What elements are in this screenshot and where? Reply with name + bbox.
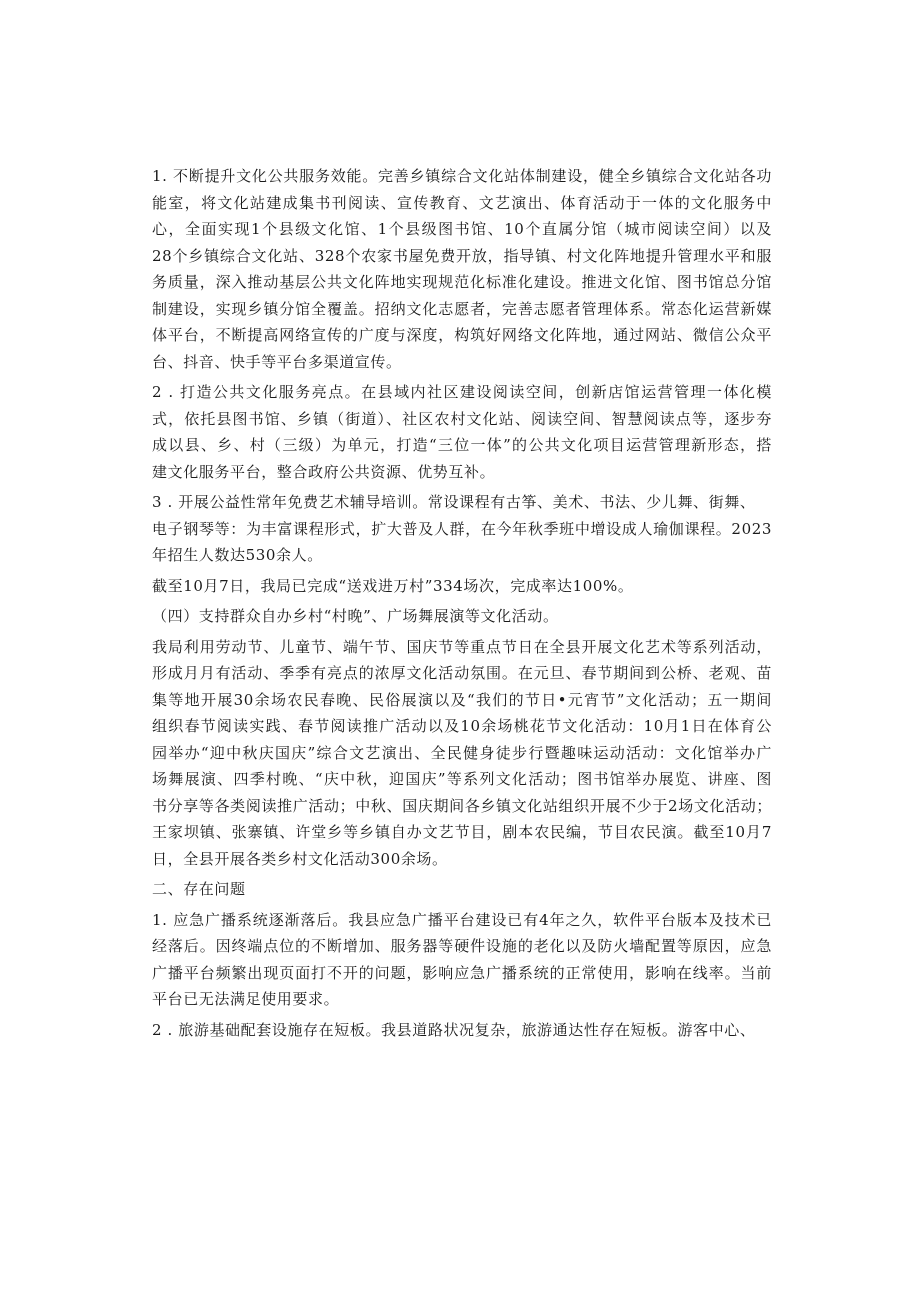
text-line: 场舞展演、四季村晚、“庆中秋，迎国庆”等系列文化活动；图书馆举办展览、讲座、图 — [152, 770, 772, 788]
paragraph-cultural-service-efficiency — [152, 163, 772, 375]
text-line: 3 . 开展公益性常年免费艺术辅导培训。常设课程有古筝、美术、书法、少儿舞、街舞、 — [152, 493, 756, 511]
text-line: 二、存在问题 — [152, 880, 246, 898]
paragraph-festival-activities — [152, 634, 772, 873]
text-line: 成以县、乡、村（三级）为单元，打造“三位一体”的公共文化项目运营管理新形态，搭 — [152, 436, 772, 454]
text-line: （四）支持群众自办乡村“村晚”、广场舞展演等文化活动。 — [152, 607, 559, 625]
text-line: 书分享等各类阅读推广活动；中秋、国庆期间各乡镇文化站组织开展不少于2场文化活动； — [152, 796, 772, 815]
paragraph-service-highlights — [152, 379, 772, 485]
text-line: 组织春节阅读实践、春节阅读推广活动以及10余场桃花节文化活动：10月1日在体育公 — [152, 717, 772, 735]
text-line: 2 . 打造公共文化服务亮点。在县域内社区建设阅读空间，创新店馆运营管理一体化模 — [152, 383, 772, 401]
section-heading-four — [152, 603, 772, 630]
text-line: 王家坝镇、张寨镇、许堂乡等乡镇自办文艺节目，剧本农民编，节目农民演。截至10月7 — [152, 823, 772, 841]
text-line: 体平台，不断提高网络宣传的广度与深度，构筑好网络文化阵地，通过网站、微信公众平 — [152, 326, 772, 344]
paragraph-emergency-broadcast — [152, 907, 772, 1013]
text-line: 形成月月有活动、季季有亮点的浓厚文化活动氛围。在元旦、春节期间到公桥、老观、苗 — [152, 664, 772, 682]
text-line: 年招生人数达530余人。 — [152, 546, 323, 564]
text-line: 建文化服务平台，整合政府公共资源、优势互补。 — [152, 462, 496, 481]
paragraph-tourism-infrastructure — [152, 1017, 772, 1044]
text-line: 日，全县开展各类乡村文化活动300余场。 — [152, 849, 448, 868]
text-line: 务质量，深入推动基层公共文化阵地实现规范化标准化建设。推进文化馆、图书馆总分馆 — [152, 273, 772, 291]
text-line: 集等地开展30余场农民春晚、民俗展演以及“我们的节日•元宵节”文化活动；五一期间 — [152, 690, 772, 709]
text-line: 广播平台频繁出现页面打不开的问题，影响应急广播系统的正常使用，影响在线率。当前 — [152, 963, 772, 982]
text-line: 能室，将文化站建成集书刊阅读、宣传教育、文艺演出、体育活动于一体的文化服务中 — [152, 193, 772, 212]
text-line: 经落后。因终端点位的不断增加、服务器等硬件设施的老化以及防火墙配置等原因，应急 — [152, 937, 772, 955]
text-line: 截至10月7日，我局已完成“送戏进万村”334场次，完成率达100%。 — [152, 576, 634, 595]
text-line: 式，依托县图书馆、乡镇（街道）、社区农村文化站、阅读空间、智慧阅读点等，逐步夯 — [152, 409, 772, 428]
paragraph-opera-to-villages — [152, 573, 772, 600]
text-line: 台、抖音、快手等平台多渠道宣传。 — [152, 352, 402, 371]
text-line: 电子钢琴等：为丰富课程形式，扩大普及人群，在今年秋季班中增设成人瑜伽课程。2023 — [152, 519, 772, 538]
text-line: 1. 不断提升文化公共服务效能。完善乡镇综合文化站体制建设，健全乡镇综合文化站各功 — [152, 167, 772, 185]
text-line: 我局利用劳动节、儿童节、端午节、国庆节等重点节日在全县开展文化艺术等系列活动， — [152, 637, 772, 656]
paragraph-art-training — [152, 489, 772, 569]
text-line: 2 . 旅游基础配套设施存在短板。我县道路状况复杂，旅游通达性存在短板。游客中心、 — [152, 1020, 756, 1039]
text-line: 制建设，实现乡镇分馆全覆盖。招纳文化志愿者，完善志愿者管理体系。常态化运营新媒 — [152, 299, 772, 318]
text-line: 1. 应急广播系统逐渐落后。我县应急广播平台建设已有4年之久，软件平台版本及技术已 — [152, 910, 772, 929]
section-heading-existing-problems — [152, 876, 772, 903]
document-body — [152, 163, 772, 1043]
text-line: 园举办“迎中秋庆国庆”综合文艺演出、全民健身徒步行暨趣味运动活动：文化馆举办广 — [152, 743, 772, 762]
text-line: 平台已无法满足使用要求。 — [152, 990, 340, 1008]
text-line: 28个乡镇综合文化站、328个农家书屋免费开放，指导镇、村文化阵地提升管理水平和服 — [152, 246, 772, 265]
text-line: 心，全面实现1个县级文化馆、1个县级图书馆、10个直属分馆（城市阅读空间）以及 — [152, 220, 772, 238]
